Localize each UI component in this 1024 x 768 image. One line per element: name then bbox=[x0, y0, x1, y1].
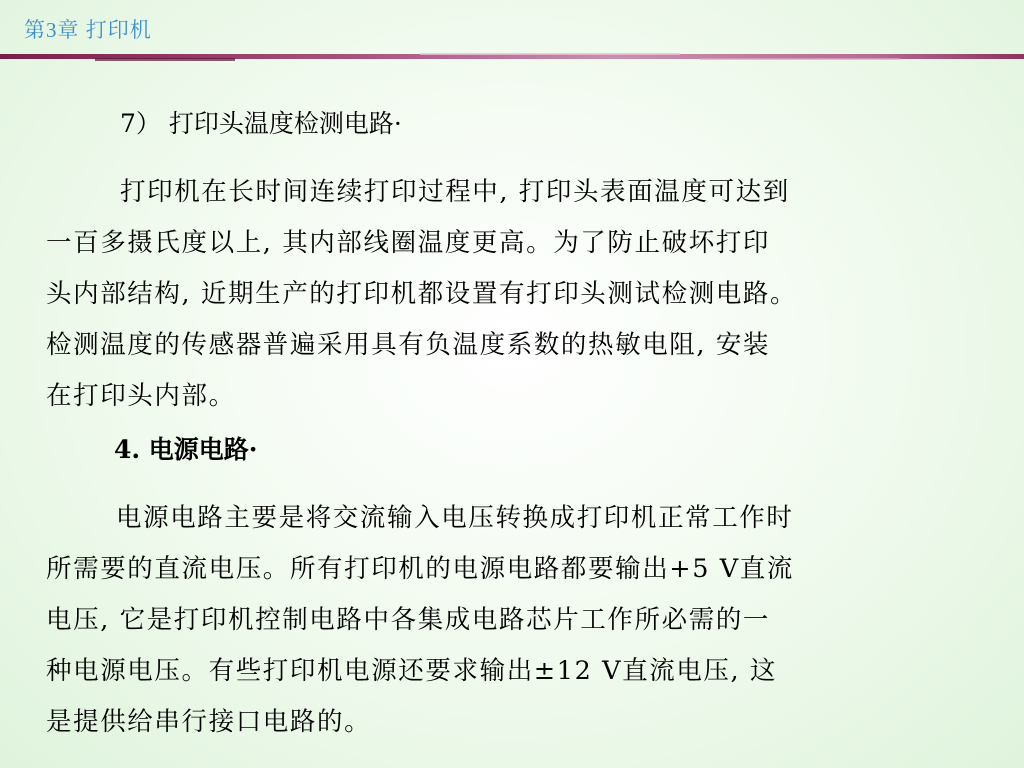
chapter-title: 第3章 打印机 bbox=[24, 18, 152, 42]
section-heading-power-circuit: 4. 电源电路· bbox=[114, 435, 258, 464]
section-heading-print-head-temperature: 7） 打印头温度检测电路· bbox=[120, 109, 402, 138]
paragraph-line: 种电源电压。有些打印机电源还要求输出±12 V直流电压, 这 bbox=[46, 656, 778, 686]
paragraph-line: 在打印头内部。 bbox=[46, 381, 236, 411]
paragraph-line: 电源电路主要是将交流输入电压转换成打印机正常工作时 bbox=[116, 503, 794, 533]
paragraph-line: 电压, 它是打印机控制电路中各集成电路芯片工作所必需的一 bbox=[46, 605, 771, 635]
header-divider bbox=[0, 52, 1024, 62]
paragraph-line: 打印机在长时间连续打印过程中, 打印头表面温度可达到 bbox=[120, 177, 790, 207]
paragraph-line: 所需要的直流电压。所有打印机的电源电路都要输出+5 V直流 bbox=[46, 554, 795, 584]
paragraph-line: 一百多摄氏度以上, 其内部线圈温度更高。为了防止破坏打印 bbox=[46, 228, 771, 258]
paragraph-line: 检测温度的传感器普遍采用具有负温度系数的热敏电阻, 安装 bbox=[46, 330, 771, 360]
paragraph-line: 头内部结构, 近期生产的打印机都设置有打印头测试检测电路。 bbox=[46, 279, 798, 309]
paragraph-line: 是提供给串行接口电路的。 bbox=[46, 707, 372, 737]
